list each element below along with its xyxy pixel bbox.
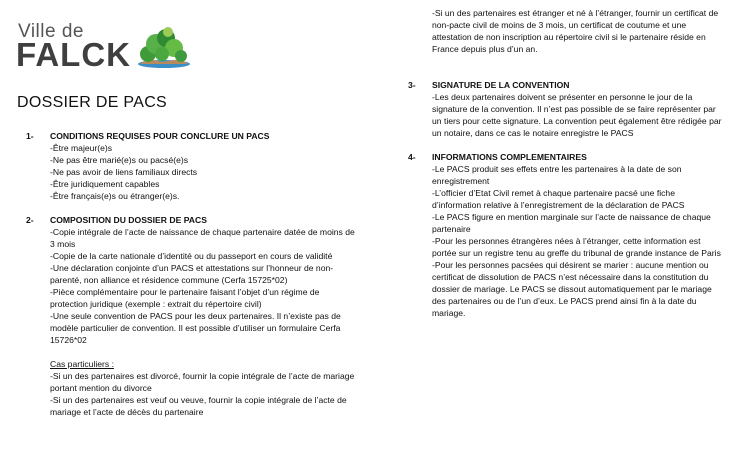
list-item: -Être français(e)s ou étranger(e)s. <box>50 191 180 201</box>
island-trees-icon <box>134 26 192 70</box>
list-item: -Si un des partenaires est veuf ou veuve, fournir la copie intégrale de l’acte de mariage et l’acte de décès du partenaire <box>50 395 347 417</box>
section-number: 1- <box>26 131 34 141</box>
section-number: 3- <box>408 80 416 90</box>
left-column <box>23 130 358 418</box>
list-item: -Une déclaration conjointe d’un PACS et attestations sur l’honneur de non-parenté, non alliance et résidence commune (Cerfa 15725*02) <box>50 263 334 285</box>
list-item: -Ne pas être marié(e)s ou pacsé(e)s <box>50 155 189 165</box>
section-heading: SIGNATURE DE LA CONVENTION <box>432 80 570 90</box>
section-conditions <box>23 130 358 202</box>
list-item: -Copie de la carte nationale d’identité ou du passeport en cours de validité <box>50 251 333 261</box>
section-heading: INFORMATIONS COMPLEMENTAIRES <box>432 152 587 162</box>
logo-ville-de: Ville de <box>18 21 84 42</box>
section-continued <box>405 7 725 55</box>
list-item: -Pièce complémentaire pour le partenaire faisant l’objet d’un régime de protection juridique (exemple : extrait du répertoire civil) <box>50 287 320 309</box>
section-signature <box>405 79 725 139</box>
falck-logo <box>16 22 191 72</box>
section-number: 2- <box>26 215 34 225</box>
right-column <box>405 7 725 319</box>
list-item: -L’officier d’Etat Civil remet à chaque partenaire pacsé une fiche d’information relative à l’enregistrement de la déclaration de PACS <box>432 188 685 210</box>
list-item: -Si un des partenaires est étranger et né à l’étranger, fournir un certificat de non-pacte civil de moins de 3 mois, un certificat de coutume et une attestation de non inscription au répertoire civil si le partenaire réside en France depuis plus d’un an. <box>432 8 719 54</box>
list-item: -Une seule convention de PACS pour les deux partenaires. Il n’existe pas de modèle particulier de convention. Il est possible d’utiliser un formulaire Cerfa 15726*02 <box>50 311 341 345</box>
list-item: -Le PACS figure en mention marginale sur l’acte de naissance de chaque partenaire <box>432 212 711 234</box>
list-item: -Le PACS produit ses effets entre les partenaires à la date de son enregistrement <box>432 164 682 186</box>
list-item: -Être juridiquement capables <box>50 179 160 189</box>
section-informations <box>405 151 725 319</box>
list-item: -Ne pas avoir de liens familiaux directs <box>50 167 198 177</box>
section-heading: CONDITIONS REQUISES POUR CONCLURE UN PACS <box>50 131 270 141</box>
list-item: -Pour les personnes étrangères nées à l’étranger, cette information est portée sur un registre tenu au greffe du tribunal de grande instance de Paris <box>432 236 721 258</box>
special-cases-heading: Cas particuliers : <box>50 359 114 369</box>
section-composition <box>23 214 358 418</box>
section-number: 4- <box>408 152 416 162</box>
logo-falck: FALCK <box>16 36 131 73</box>
list-item: -Pour les personnes pacsées qui désirent se marier : aucune mention ou certificat de dissolution de PACS n’est nécessaire dans la constitution du dossier de mariage. Le PACS se dissout automatiquement par le mariage des partenaires ou de l’un d’eux. Le PACS prend ainsi fin à la date du mariage. <box>432 260 712 318</box>
page-title: DOSSIER DE PACS <box>17 94 168 111</box>
list-item: -Si un des partenaires est divorcé, fournir la copie intégrale de l’acte de mariage portant mention du divorce <box>50 371 355 393</box>
list-item: -Les deux partenaires doivent se présenter en personne le jour de la signature de la convention. Il n’est pas possible de se faire représenter par un tiers pour cette signature. La convention peut également être rédigée par un notaire, dans ce cas le notaire enregistre le PACS <box>432 92 722 138</box>
list-item: -Copie intégrale de l’acte de naissance de chaque partenaire datée de moins de 3 mois <box>50 227 355 249</box>
list-item: -Être majeur(e)s <box>50 143 113 153</box>
section-heading: COMPOSITION DU DOSSIER DE PACS <box>50 215 207 225</box>
